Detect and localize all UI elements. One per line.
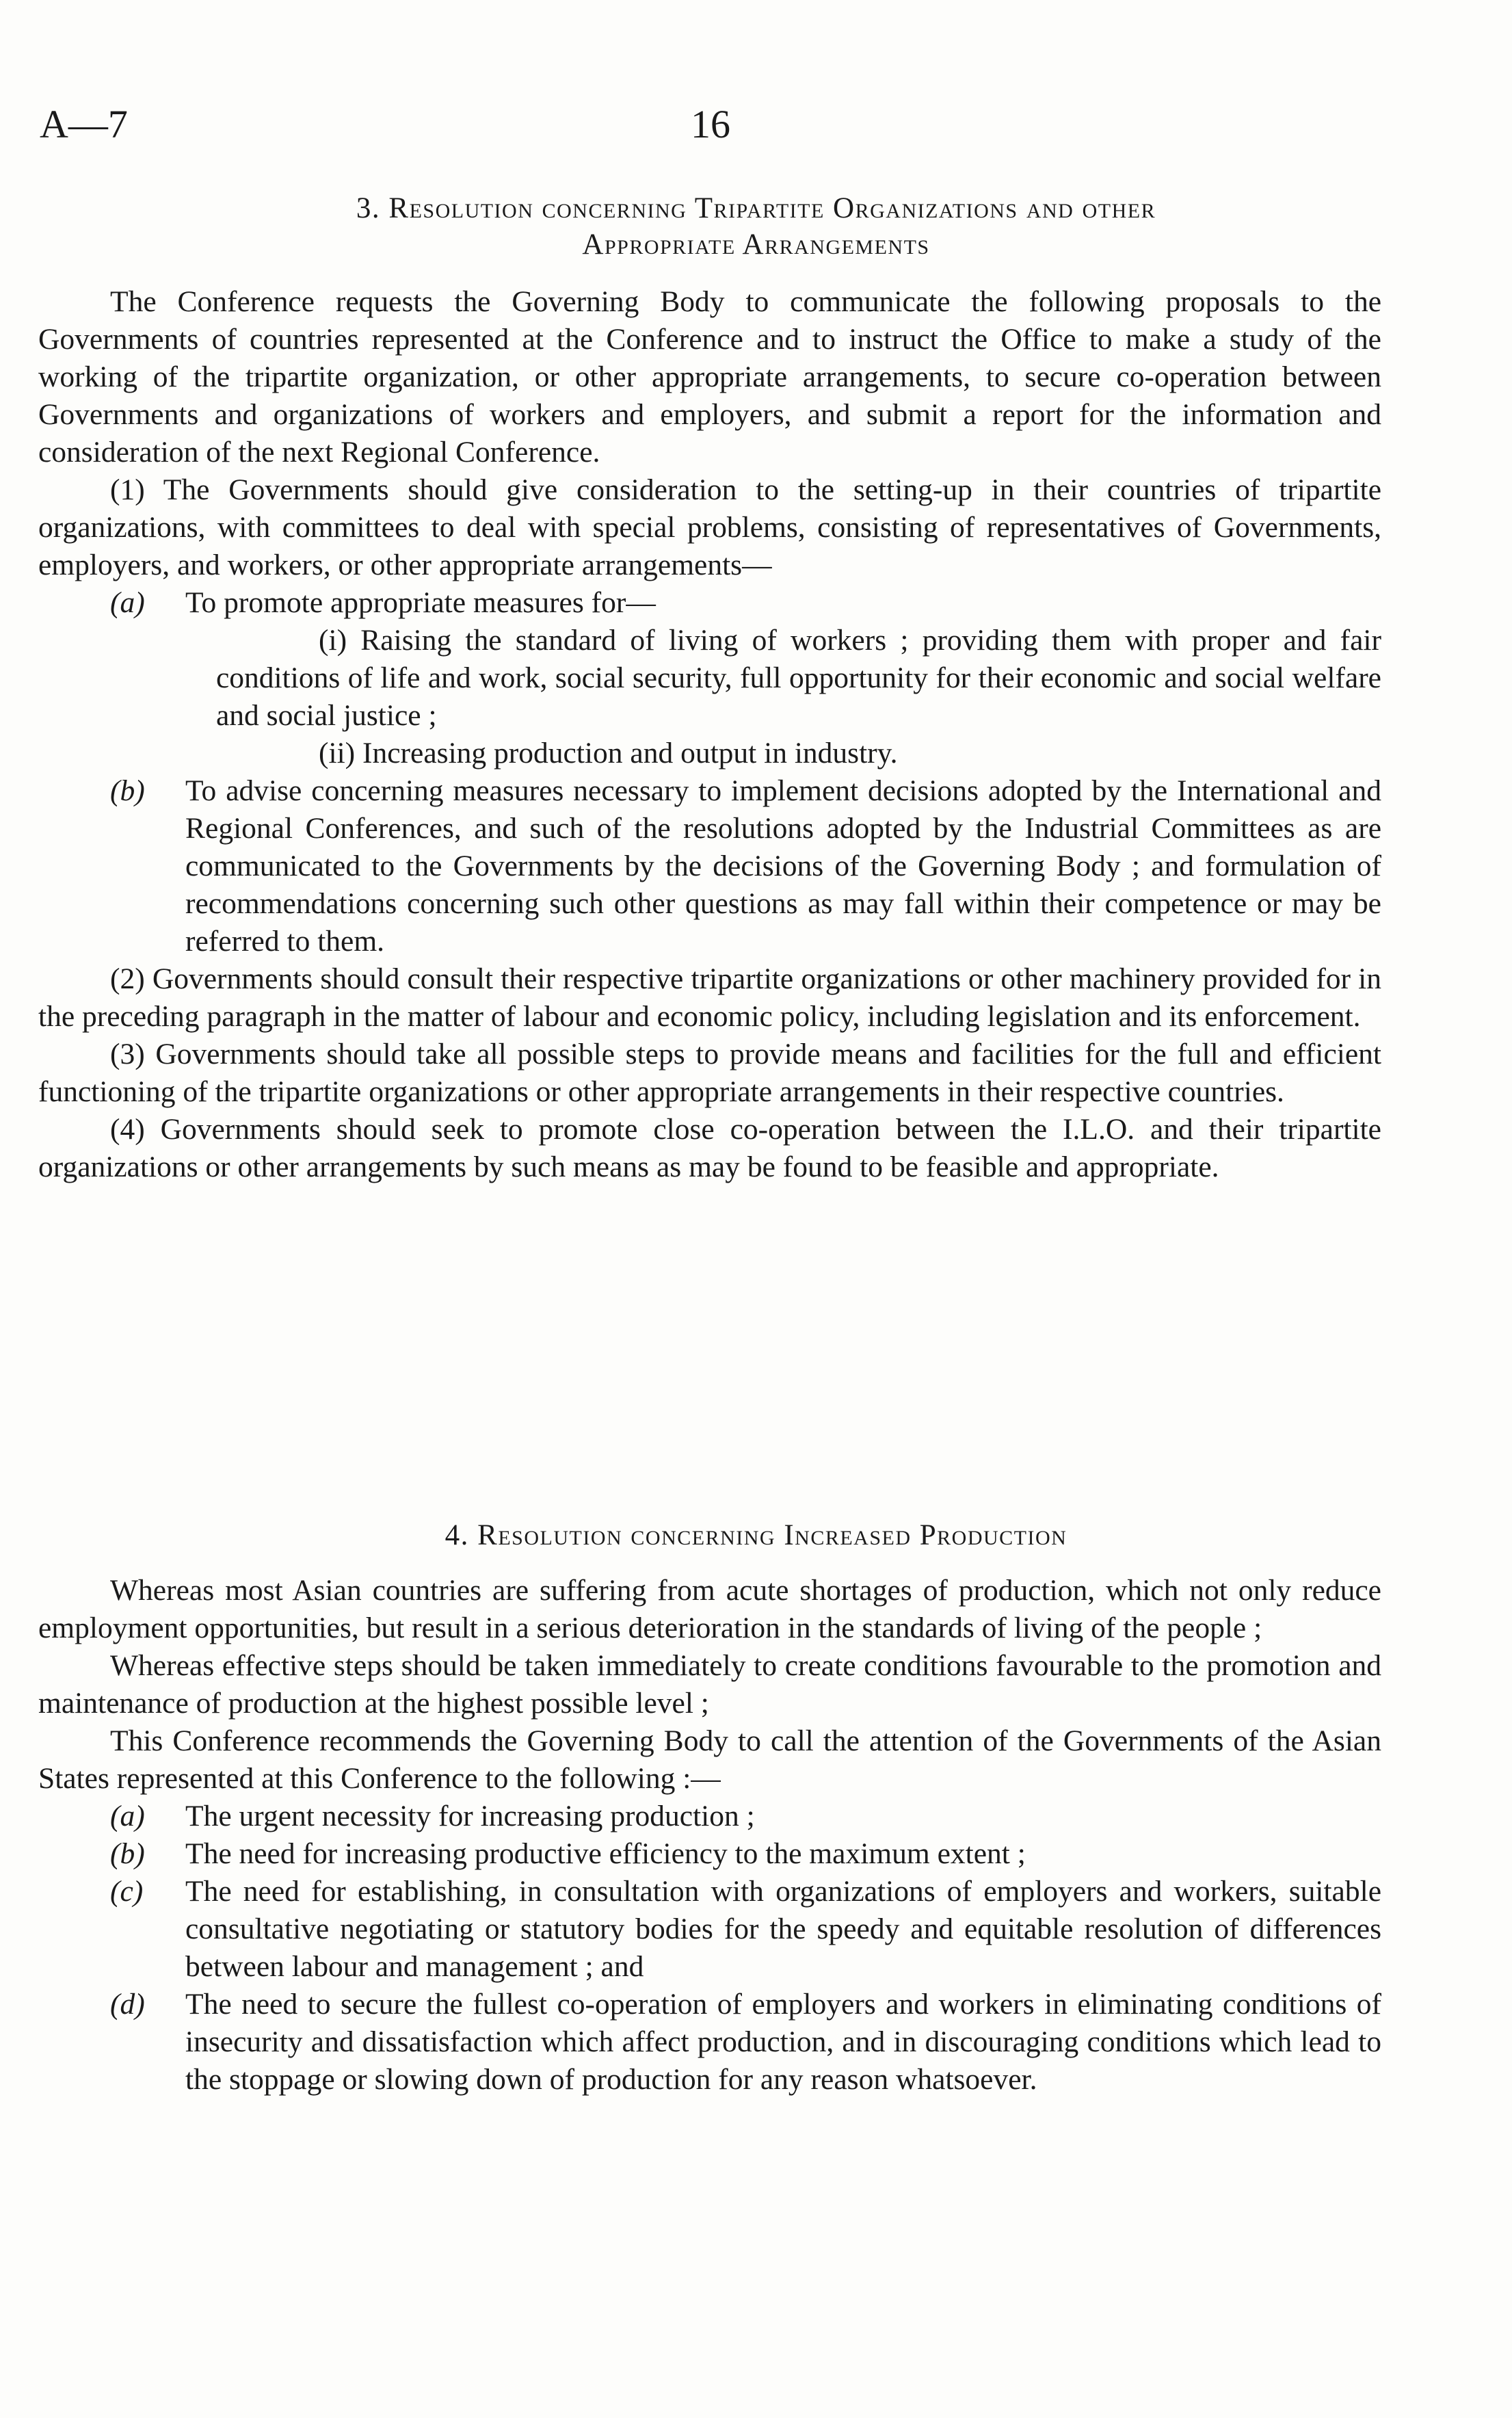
section4-whereas-2: Whereas effective steps should be taken immediately to create conditions favourable to the promotion and maintenance of production at the highest possible level ; <box>38 1649 1381 1720</box>
section3-intro-paragraph: The Conference requests the Governing Body to communicate the following proposals to the Governments of countries represented at the Conference and to instruct the Office to make a study of the working of the tripartite organization, or other appropriate arrangements, to secure co-operation between Governments and organizations of workers and employers, and submit a report for the information and consideration of the next Regional Conference. <box>38 285 1381 469</box>
section4-recommendation: This Conference recommends the Governing Body to call the attention of the Governments of the Asian States represented at this Conference to the following :— <box>38 1724 1381 1795</box>
section3-title-line2: Appropriate Arrangements <box>582 228 930 261</box>
section3-item-a <box>38 584 1381 622</box>
section4-item-a <box>38 1798 1381 1835</box>
item-text: The urgent necessity for increasing production ; <box>185 1800 755 1832</box>
item-text: The need for increasing productive efficiency to the maximum extent ; <box>185 1837 1026 1870</box>
item-label: (b) <box>110 1837 145 1870</box>
item-text: To promote appropriate measures for— <box>185 586 656 619</box>
item-text: The need for establishing, in consultation with organizations of employers and workers, suitable consultative negotiating or statutory bodies for the speedy and equitable resolution of differences between labour and management ; and <box>185 1875 1381 1983</box>
item-label: (d) <box>110 1988 145 2021</box>
page-header-section: A—7 <box>40 102 128 146</box>
section3-subitems <box>216 622 1381 772</box>
section3-paragraph-3: (3) Governments should take all possible steps to provide means and facilities for the full and efficient functioning of the tripartite organizations or other appropriate arrangements in their respective countries. <box>38 1038 1381 1108</box>
section4-title: 4. Resolution concerning Increased Production <box>445 1519 1067 1551</box>
item-text: To advise concerning measures necessary to implement decisions adopted by the International and Regional Conferences, and such of the resolutions adopted by the Industrial Committees as are communicated to the Governments by the decisions of the Governing Body ; and formulation of recommendations concerning such other questions as may fall within their competence or may be referred to them. <box>185 774 1381 958</box>
section3-subitem-ii: (ii) Increasing production and output in industry. <box>319 737 898 770</box>
section4-body <box>38 1572 1381 2099</box>
section3-subitem-i: (i) Raising the standard of living of workers ; providing them with proper and fair conditions of life and work, social security, full opportunity for their economic and social welfare and social justice ; <box>216 624 1381 732</box>
section4-whereas-1: Whereas most Asian countries are suffering from acute shortages of production, which not only reduce employment opportunities, but result in a serious deterioration in the standards of living of the people ; <box>38 1574 1381 1644</box>
item-label: (a) <box>110 1800 145 1832</box>
section4-item-b <box>38 1835 1381 1873</box>
section4-item-d <box>38 1986 1381 2099</box>
section3-paragraph-2: (2) Governments should consult their respective tripartite organizations or other machinery provided for in the preceding paragraph in the matter of labour and economic policy, including legislation and its enforcement. <box>38 962 1381 1033</box>
item-label: (b) <box>110 774 145 807</box>
page-number: 16 <box>691 102 730 146</box>
section3-title-line1: 3. Resolution concerning Tripartite Organizations and other <box>356 192 1156 224</box>
section4-item-c <box>38 1873 1381 1986</box>
section3-paragraph-1: (1) The Governments should give consideration to the setting-up in their countries of tripartite organizations, with committees to deal with special problems, consisting of representatives of Governments, employers, and workers, or other appropriate arrangements— <box>38 473 1381 581</box>
item-label: (a) <box>110 586 145 619</box>
section3-item-b <box>38 772 1381 960</box>
item-label: (c) <box>110 1875 144 1908</box>
section3-paragraph-4: (4) Governments should seek to promote close co-operation between the I.L.O. and their tripartite organizations or other arrangements by such means as may be found to be feasible and appropriate. <box>38 1113 1381 1183</box>
item-text: The need to secure the fullest co-operation of employers and workers in eliminating conditions of insecurity and dissatisfaction which affect production, and in discouraging conditions which lead to the stoppage or slowing down of production for any reason whatsoever. <box>185 1988 1381 2096</box>
section3-body <box>38 283 1381 1186</box>
